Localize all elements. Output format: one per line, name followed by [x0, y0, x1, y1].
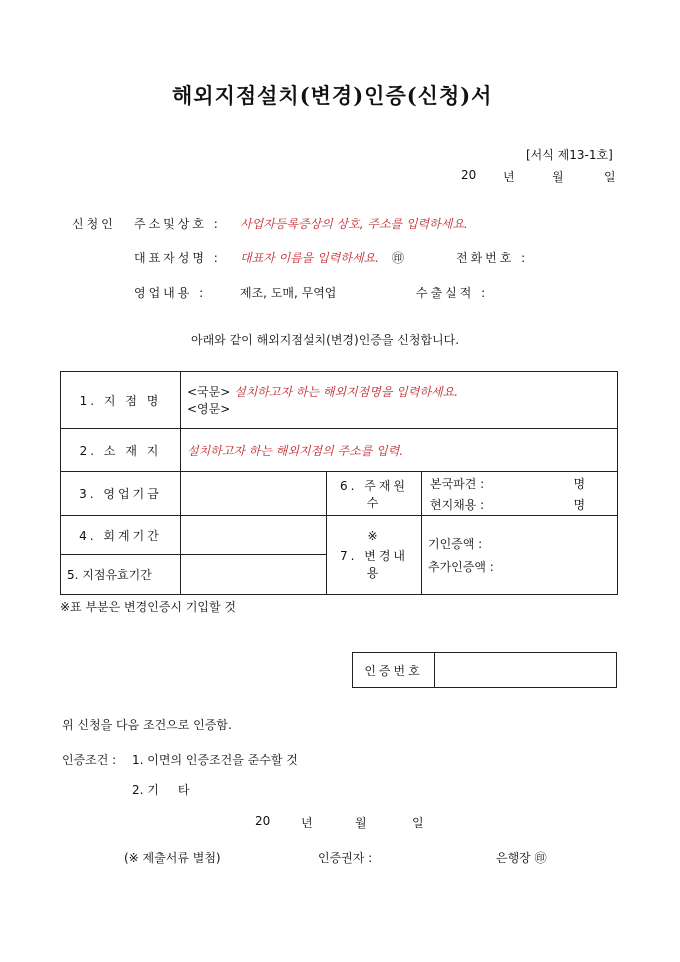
change-details-label-cell: [327, 516, 422, 595]
authority-label: 인증권자 :: [318, 851, 373, 865]
operating-fund-label: 3. 영업기금: [61, 472, 181, 516]
staff-home-label: 본국파견 :: [430, 476, 485, 491]
application-table: [60, 371, 618, 595]
staff-home-unit: 명: [573, 476, 586, 491]
export-label: 수출실적 :: [416, 286, 489, 300]
change-mark: ※: [367, 529, 381, 543]
change-details-label: 7. 변경내용: [339, 549, 409, 580]
date-day-unit-bottom: 일: [412, 816, 424, 830]
date-year-top: 20: [461, 168, 477, 182]
branch-name-cell: [181, 372, 618, 429]
address-value[interactable]: 사업자등록증상의 상호, 주소를 입력하세요.: [240, 217, 468, 231]
note-text: ※표 부분은 변경인증시 기입할 것: [60, 600, 237, 614]
base-cert-amount-label: 기인증액 :: [428, 537, 483, 551]
staff-local-label: 현지채용 :: [430, 497, 485, 512]
table-row: [61, 516, 618, 555]
date-year-bottom: 20: [255, 814, 271, 828]
korean-tag: <국문>: [187, 385, 231, 399]
bank-head-signature: 은행장 ㊞: [496, 851, 547, 865]
location-label: 2. 소 재 지: [61, 429, 181, 472]
cert-number-label: 인증번호: [353, 653, 435, 688]
business-value[interactable]: 제조, 도매, 무역업: [240, 286, 337, 300]
cert-number-value[interactable]: [435, 653, 617, 688]
representative-value[interactable]: 대표자 이름을 입력하세요.: [240, 251, 379, 265]
page-title: 해외지점설치(변경)인증(신청)서: [172, 83, 493, 108]
branch-validity-value[interactable]: [181, 555, 327, 595]
table-row: [61, 429, 618, 472]
condition-1: 1. 이면의 인증조건을 준수할 것: [132, 753, 298, 767]
business-label: 영업내용 :: [134, 286, 207, 300]
cert-number-box: [352, 652, 617, 688]
branch-name-korean-value[interactable]: 설치하고자 하는 해외지점명을 입력하세요.: [234, 385, 459, 399]
table-row: [61, 372, 618, 429]
date-month-unit-top: 월: [552, 170, 564, 184]
date-year-unit-top: 년: [503, 170, 515, 184]
approval-text: 위 신청을 다음 조건으로 인증함.: [62, 718, 232, 732]
english-tag: <영문>: [187, 402, 231, 416]
date-month-unit-bottom: 월: [355, 816, 367, 830]
branch-validity-label: 5. 지점유효기간: [61, 555, 181, 595]
location-value[interactable]: 설치하고자 하는 해외지점의 주소를 입력.: [187, 443, 404, 458]
applicant-label: 신청인: [72, 217, 116, 231]
date-day-unit-top: 일: [604, 170, 616, 184]
change-details-cell: [422, 516, 618, 595]
intro-text: 아래와 같이 해외지점설치(변경)인증을 신청합니다.: [191, 333, 460, 347]
operating-fund-value[interactable]: [181, 472, 327, 516]
resident-staff-cell: [422, 472, 618, 516]
resident-staff-label: 6. 주재원수: [327, 472, 422, 516]
address-label: 주소및상호 :: [134, 217, 221, 231]
attachments-note: (※ 제출서류 별첨): [124, 851, 221, 865]
date-year-unit-bottom: 년: [301, 816, 313, 830]
table-row: [61, 472, 618, 516]
add-cert-amount-label: 추가인증액 :: [428, 560, 494, 574]
conditions-label: 인증조건 :: [62, 753, 117, 767]
representative-label: 대표자성명 :: [134, 251, 221, 265]
phone-label: 전화번호 :: [456, 251, 529, 265]
accounting-period-value[interactable]: [181, 516, 327, 555]
representative-seal: ㊞: [392, 251, 405, 265]
location-cell: [181, 429, 618, 472]
form-number: [서식 제13-1호]: [526, 148, 613, 162]
condition-2: 2. 기 타: [132, 783, 190, 797]
staff-local-unit: 명: [573, 497, 586, 512]
accounting-period-label: 4. 회계기간: [61, 516, 181, 555]
branch-name-label: 1. 지 점 명: [61, 372, 181, 429]
